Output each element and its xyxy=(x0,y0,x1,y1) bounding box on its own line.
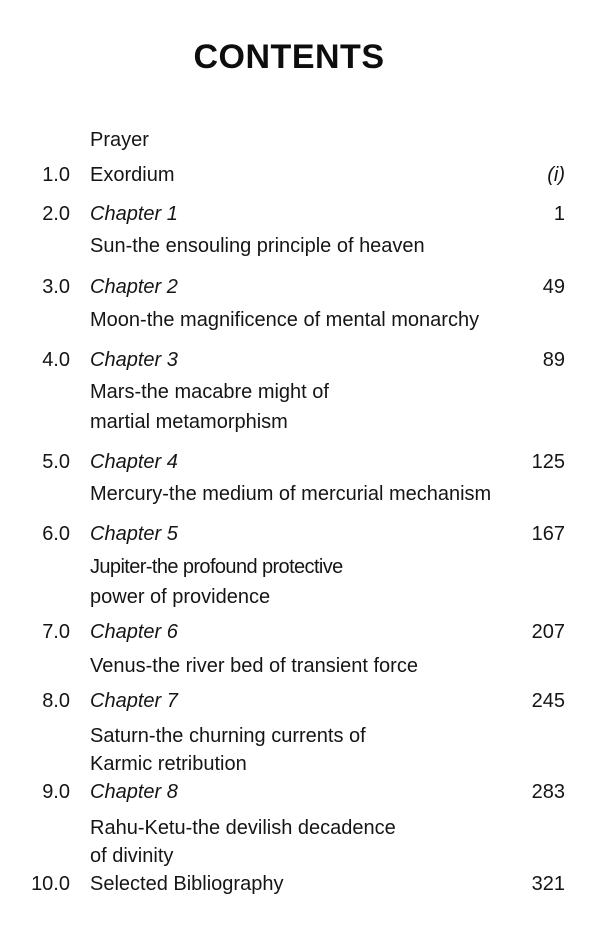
toc-chapter-label: Chapter 7 xyxy=(90,690,178,712)
toc-chapter-title: Jupiter-the profound protective xyxy=(90,556,343,578)
toc-entry-page: 167 xyxy=(531,523,565,545)
toc-entry-page: 1 xyxy=(553,203,565,225)
toc-entry-title: Prayer xyxy=(90,129,149,151)
toc-entry-number: 5.0 xyxy=(42,451,70,473)
toc-chapter-title: Mars-the macabre might of xyxy=(90,381,329,403)
toc-chapter-label: Chapter 3 xyxy=(90,349,178,371)
toc-entry-number: 8.0 xyxy=(42,690,70,712)
toc-chapter-title: Mercury-the medium of mercurial mechanism xyxy=(90,483,492,505)
toc-entry-number: 9.0 xyxy=(42,781,70,803)
toc-entry-number: 4.0 xyxy=(42,349,70,371)
toc-chapter-label: Chapter 5 xyxy=(90,523,178,545)
toc-chapter-label: Chapter 2 xyxy=(90,276,178,298)
toc-entry-page: 49 xyxy=(542,276,565,298)
toc-chapter-title: Sun-the ensouling principle of heaven xyxy=(90,235,425,257)
toc-chapter-label: Chapter 8 xyxy=(90,781,178,803)
toc-chapter-label: Chapter 1 xyxy=(90,203,178,225)
toc-entry-number: 2.0 xyxy=(42,203,70,225)
toc-entry-page: 89 xyxy=(542,349,565,371)
toc-entry-number: 6.0 xyxy=(42,523,70,545)
toc-entry-page: 283 xyxy=(531,781,565,803)
toc-entry-number: 10.0 xyxy=(31,873,70,895)
toc-chapter-title: of divinity xyxy=(90,845,174,867)
toc-chapter-title: Moon-the magnificence of mental monarchy xyxy=(90,309,480,331)
toc-chapter-title: Saturn-the churning currents of xyxy=(90,725,366,747)
toc-chapter-title: Venus-the river bed of transient force xyxy=(90,655,418,677)
toc-entry-number: 7.0 xyxy=(42,621,70,643)
toc-entry-title: Selected Bibliography xyxy=(90,873,284,895)
toc-entry-page: (i) xyxy=(547,164,565,186)
page-title: CONTENTS xyxy=(193,38,385,76)
toc-chapter-title: martial metamorphism xyxy=(90,411,288,433)
toc-entry-title: Exordium xyxy=(90,164,175,186)
toc-entry-page: 125 xyxy=(531,451,565,473)
toc-entry-number: 3.0 xyxy=(42,276,70,298)
toc-entry-page: 321 xyxy=(531,873,565,895)
toc-chapter-label: Chapter 6 xyxy=(90,621,178,643)
toc-entry-number: 1.0 xyxy=(42,164,70,186)
toc-entry-page: 245 xyxy=(531,690,565,712)
toc-chapter-title: power of providence xyxy=(90,586,271,608)
toc-entry-page: 207 xyxy=(531,621,565,643)
toc-chapter-label: Chapter 4 xyxy=(90,451,178,473)
toc-chapter-title: Rahu-Ketu-the devilish decadence xyxy=(90,817,396,839)
toc-chapter-title: Karmic retribution xyxy=(90,753,247,775)
